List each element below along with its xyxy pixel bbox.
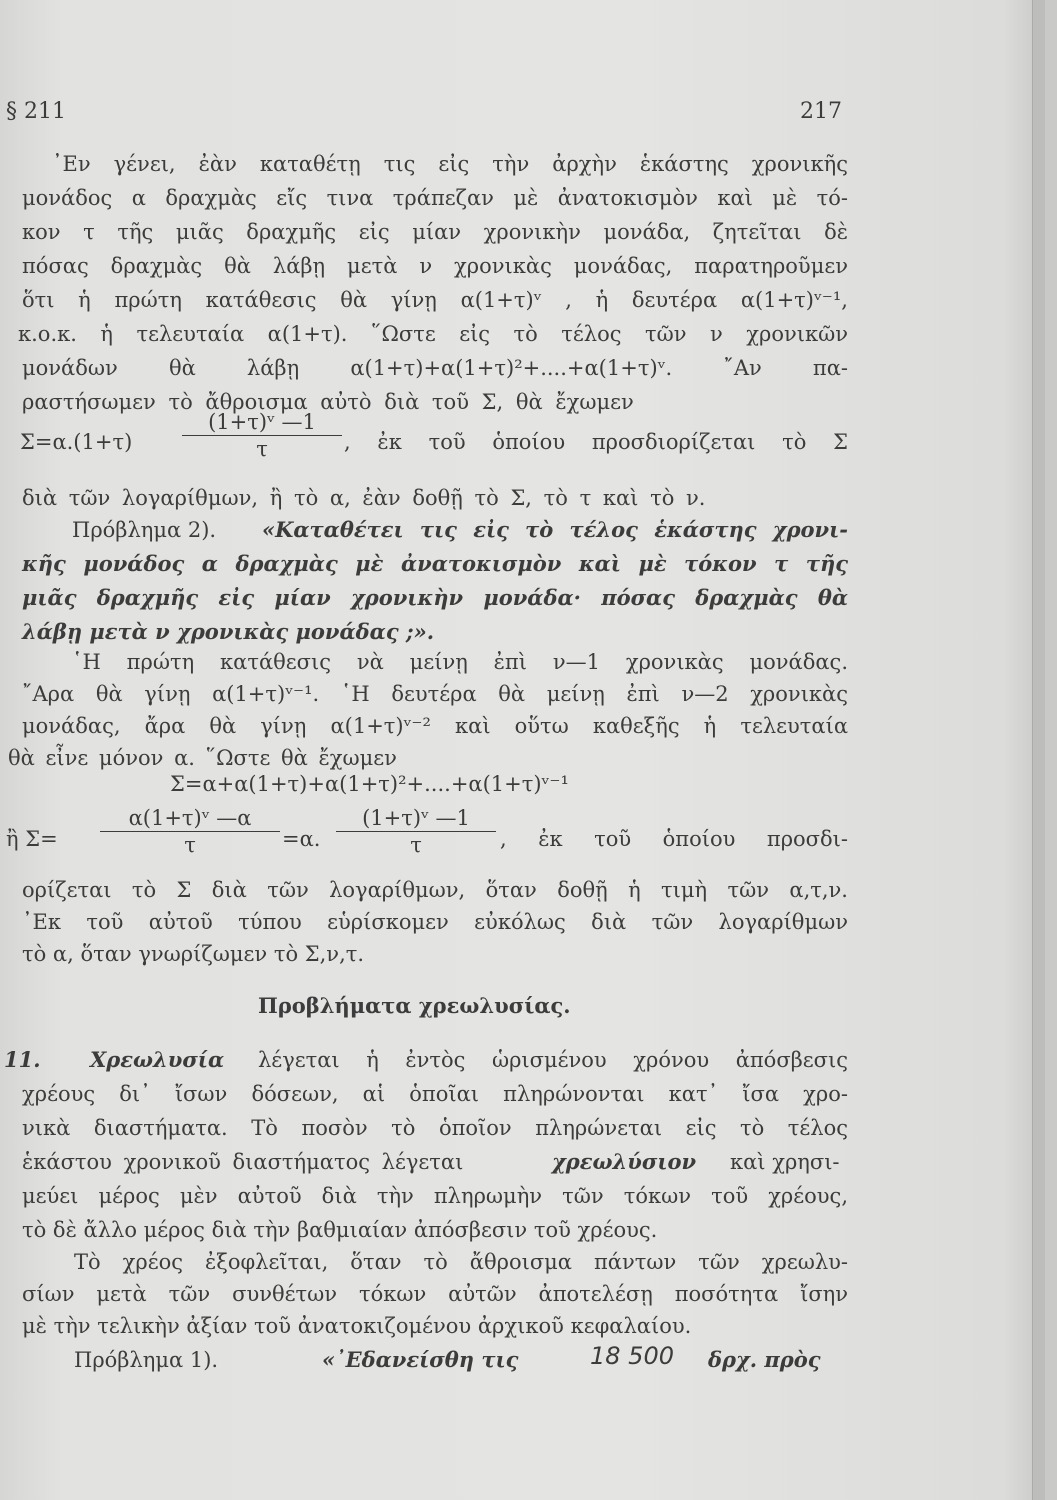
- text-line: Τὸ χρέος ἐξοφλεῖται, ὅταν τὸ ἄθροισμα πάντων τῶν χρεωλυ-: [74, 1250, 848, 1274]
- text-line: κ.ο.κ. ἡ τελευταία α(1+τ). ῞Ωστε εἰς τὸ τέλος τῶν ν χρονικῶν: [18, 322, 848, 346]
- problem-text: δρχ. πρὸς: [708, 1347, 821, 1372]
- problem-text: λάβῃ μετὰ ν χρονικὰς μονάδας ;».: [22, 619, 435, 644]
- formula-prefix: ἢ Σ=: [6, 827, 58, 851]
- text-line: μονάδος α δραχμὰς εἴς τινα τράπεζαν μὲ ἀνατοκισμὸν καὶ μὲ τό-: [22, 186, 848, 210]
- text-line: μεύει μέρος μὲν αὐτοῦ διὰ τὴν πληρωμὴν τῶν τόκων τοῦ χρέους,: [22, 1184, 848, 1208]
- text-line: σίων μετὰ τῶν συνθέτων τόκων αὐτῶν ἀποτελέσῃ ποσότητα ἴσην: [22, 1282, 848, 1306]
- text-line: διὰ τῶν λογαρίθμων, ἢ τὸ α, ἐὰν δοθῇ τὸ Σ, τὸ τ καὶ τὸ ν.: [22, 486, 706, 510]
- text-line: τὸ δὲ ἄλλο μέρος διὰ τὴν βαθμιαίαν ἀπόσβεσιν τοῦ χρέους.: [22, 1218, 658, 1242]
- text-line: χρέους δι᾿ ἴσων δόσεων, αἱ ὁποῖαι πληρώνονται κατ᾿ ἴσα χρο-: [22, 1082, 848, 1106]
- text-line: κον τ τῆς μιᾶς δραχμῆς εἰς μίαν χρονικὴν μονάδα, ζητεῖται δὲ: [22, 220, 848, 244]
- loan-amount: 18 500: [590, 1342, 674, 1370]
- text-line: τὸ α, ὅταν γνωρίζωμεν τὸ Σ,ν,τ.: [22, 942, 365, 966]
- fraction-bar: [100, 831, 280, 832]
- page-edge: [1032, 0, 1045, 1500]
- term: Χρεωλυσία: [90, 1047, 225, 1072]
- text-line: ἑκάστου χρονικοῦ διαστήματος λέγεται: [22, 1150, 464, 1174]
- text-line: ορίζεται τὸ Σ διὰ τῶν λογαρίθμων, ὅταν δοθῇ ἡ τιμὴ τῶν α,τ,ν.: [22, 878, 848, 902]
- fraction-denominator: τ: [256, 437, 268, 461]
- fraction-numerator: α(1+τ)ᵛ —α: [128, 806, 252, 830]
- fraction-denominator: τ: [410, 833, 422, 857]
- page-number: 217: [800, 99, 842, 124]
- formula-sum: Σ=α+α(1+τ)+α(1+τ)²+....+α(1+τ)ᵛ⁻¹: [170, 772, 569, 796]
- text-line: ᾿Εκ τοῦ αὐτοῦ τύπου εὑρίσκομεν εὐκόλως διὰ τῶν λογαρίθμων: [22, 910, 848, 934]
- fraction-denominator: τ: [184, 833, 196, 857]
- text-line: ῎Αρα θὰ γίνῃ α(1+τ)ᵛ⁻¹. ῾Η δευτέρα θὰ μείνῃ ἐπὶ ν—2 χρονικὰς: [22, 682, 848, 706]
- text-line: ᾿Εν γένει, ἐὰν καταθέτῃ τις εἰς τὴν ἀρχὴν ἑκάστης χρονικῆς: [52, 152, 848, 176]
- formula-fraction: [100, 806, 280, 857]
- text-line: λέγεται ἡ ἐντὸς ὡρισμένου χρόνου ἀπόσβεσις: [258, 1048, 848, 1072]
- formula-text: , ἐκ τοῦ ὁποίου προσδιορίζεται τὸ Σ: [344, 430, 848, 454]
- paragraph-number: 11.: [4, 1047, 41, 1072]
- text-line: μὲ τὴν τελικὴν ἀξίαν τοῦ ἀνατοκιζομένου ἀρχικοῦ κεφαλαίου.: [22, 1314, 692, 1338]
- text-line: νικὰ διαστήματα. Τὸ ποσὸν τὸ ὁποῖον πληρώνεται εἰς τὸ τέλος: [22, 1116, 848, 1140]
- formula-mid: =α.: [282, 827, 321, 851]
- problem-text: «᾿Εδανείσθη τις: [322, 1347, 519, 1372]
- section-heading: Προβλήματα χρεωλυσίας.: [258, 993, 571, 1018]
- text-line: ραστήσωμεν τὸ ἄθροισμα αὐτὸ διὰ τοῦ Σ, θὰ ἔχωμεν: [22, 390, 634, 414]
- fraction-numerator: (1+τ)ᵛ —1: [362, 806, 470, 830]
- formula-fraction: [182, 410, 342, 461]
- problem-text: κῆς μονάδος α δραχμὰς μὲ ἀνατοκισμὸν καὶ μὲ τόκον τ τῆς: [22, 551, 848, 576]
- section-number: § 211: [6, 99, 66, 124]
- problem-label: Πρόβλημα 2).: [72, 518, 217, 542]
- text-line: ὅτι ἡ πρώτη κατάθεσις θὰ γίνῃ α(1+τ)ᵛ , ἡ δευτέρα α(1+τ)ᵛ⁻¹,: [22, 288, 848, 312]
- text-line: μονάδων θὰ λάβῃ α(1+τ)+α(1+τ)²+....+α(1+τ)ᵛ. ῎Αν πα-: [22, 356, 848, 380]
- fraction-bar: [182, 435, 342, 436]
- formula-text: , ἐκ τοῦ ὁποίου προσδι-: [500, 827, 848, 851]
- formula-lhs: Σ=α.(1+τ): [20, 430, 133, 454]
- term: χρεωλύσιον: [552, 1149, 697, 1174]
- formula-fraction: [336, 806, 496, 857]
- text-line: μονάδας, ἄρα θὰ γίνῃ α(1+τ)ᵛ⁻² καὶ οὕτω καθεξῆς ἡ τελευταία: [22, 714, 848, 738]
- text-line: καὶ χρησι-: [730, 1150, 840, 1174]
- text-line: πόσας δραχμὰς θὰ λάβῃ μετὰ ν χρονικὰς μονάδας, παρατηροῦμεν: [22, 254, 848, 278]
- text-line: θὰ εἶνε μόνον α. ῞Ωστε θὰ ἔχωμεν: [8, 746, 397, 770]
- problem-text: «Καταθέτει τις εἰς τὸ τέλος ἑκάστης χρονι-: [262, 517, 848, 542]
- problem-text: μιᾶς δραχμῆς εἰς μίαν χρονικὴν μονάδα· πόσας δραχμὰς θὰ: [22, 585, 848, 610]
- text-line: ῾Η πρώτη κατάθεσις νὰ μείνῃ ἐπὶ ν—1 χρονικὰς μονάδας.: [72, 650, 848, 674]
- problem-label: Πρόβλημα 1).: [74, 1348, 219, 1372]
- fraction-numerator: (1+τ)ᵛ —1: [208, 410, 316, 434]
- fraction-bar: [336, 831, 496, 832]
